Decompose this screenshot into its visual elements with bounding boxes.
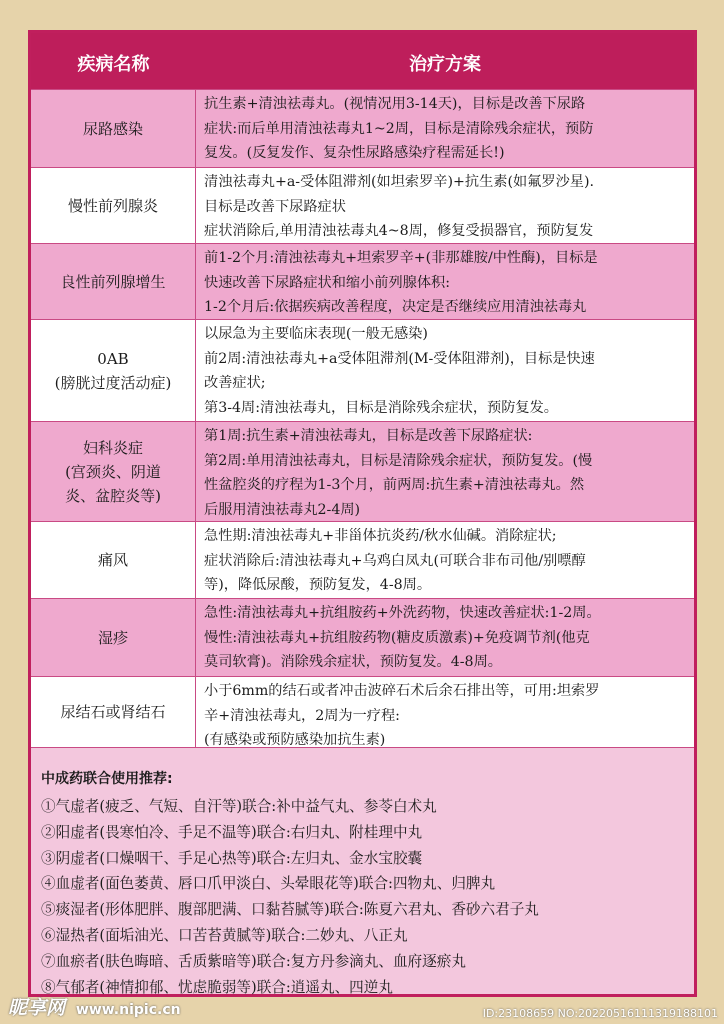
treatment-line: 辛+清浊祛毒丸，2周为一疗程: <box>204 707 400 724</box>
treatment-line: 性盆腔炎的疗程为1-3个月，前两周:抗生素+清浊祛毒丸。然 <box>204 477 585 493</box>
treatment-line: (有感染或预防感染加抗生素) <box>204 732 386 748</box>
list-item: ①气虚者(疲乏、气短、自汗等)联合:补中益气丸、参苓白术丸 <box>41 798 437 815</box>
treatment-line: 以尿急为主要临床表现(一般无感染) <box>204 326 428 342</box>
treatment-line: 清浊祛毒丸+a-受体阻滞剂(如坦索罗辛)+抗生素(如氟罗沙星). <box>204 174 594 190</box>
treatment-line: 莫司软膏)。消除残余症状，预防复发。4-8周。 <box>204 654 502 670</box>
treatment-line: 复发。(反复发作、复杂性尿路感染疗程需延长!) <box>204 145 505 161</box>
treatment-line: 抗生素+清浊祛毒丸。(视情况用3-14天)，目标是改善下尿路 <box>204 96 586 112</box>
treatment-line: 前1-2个月:清浊祛毒丸+坦索罗辛+(非那雄胺/中性酶)，目标是 <box>204 250 598 266</box>
list-item: ④血虚者(面色萎黄、唇口爪甲淡白、头晕眼花等)联合:四物丸、归脾丸 <box>41 875 496 893</box>
treatment-text <box>204 246 686 320</box>
list-item: ⑥湿热者(面垢油光、口苦苔黄腻等)联合:二妙丸、八正丸 <box>41 926 408 944</box>
table-row <box>31 421 694 521</box>
recommendations <box>41 768 684 1000</box>
treatment-text <box>204 92 686 166</box>
treatment-text <box>204 601 686 675</box>
treatment-line: 急性:清浊祛毒丸+抗组胺药+外洗药物，快速改善症状:1-2周。 <box>204 605 601 621</box>
treatment-line: 第1周:抗生素+清浊祛毒丸，目标是改善下尿路症状: <box>204 428 533 444</box>
header-disease-name: 疾病名称 <box>77 54 150 75</box>
list-item: ⑤痰湿者(形体肥胖、腹部肥满、口黏苔腻等)联合:陈夏六君丸、香砂六君子丸 <box>41 901 539 919</box>
table-row <box>31 521 694 598</box>
treatment-line: 症状:而后单用清浊祛毒丸1~2周，目标是清除残余症状，预防 <box>204 120 594 137</box>
treatment-line: 第2周:单用清浊祛毒丸，目标是清除残余症状，预防复发。(慢 <box>204 452 593 469</box>
treatment-line: 后服用清浊祛毒丸2-4周) <box>204 501 361 518</box>
table-header <box>31 33 694 89</box>
treatment-line: 第3-4周:清浊祛毒丸，目标是消除残余症状，预防复发。 <box>204 399 558 416</box>
treatment-line: 小于6mm的结石或者冲击波碎石术后余石排出等，可用:坦索罗 <box>204 683 600 699</box>
image-id: ID:23108659 NO:20220516111319188101 <box>482 1007 718 1020</box>
list-item: ③阴虚者(口燥咽干、手足心热等)联合:左归丸、金水宝胶囊 <box>41 849 423 867</box>
treatment-line: 前2周:清浊祛毒丸+a受体阻滞剂(M-受体阻滞剂)，目标是快速 <box>204 350 595 367</box>
treatment-line: 改善症状; <box>204 375 266 391</box>
disease-name: 尿路感染 <box>31 90 196 167</box>
treatment-text <box>204 322 686 420</box>
treatment-panel <box>28 30 697 997</box>
treatment-line: 症状消除后,单用清浊祛毒丸4~8周，修复受损器官，预防复发 <box>204 223 594 239</box>
treatment-text <box>204 170 686 244</box>
treatment-line: 症状消除后:清浊祛毒丸+乌鸡白凤丸(可联合非布司他/别嘌醇 <box>204 552 586 569</box>
treatment-line: 目标是改善下尿路症状 <box>204 198 346 215</box>
disease-name: 0AB (膀胱过度活动症) <box>31 320 196 421</box>
list-item: ②阳虚者(畏寒怕冷、手足不温等)联合:右归丸、附桂理中丸 <box>41 823 423 841</box>
table-row <box>31 243 694 319</box>
disease-name: 慢性前列腺炎 <box>31 168 196 243</box>
list-item: ⑦血瘀者(肤色晦暗、舌质紫暗等)联合:复方丹参滴丸、血府逐瘀丸 <box>41 952 466 970</box>
treatment-line: 快速改善下尿路症状和缩小前列腺体积: <box>204 274 450 291</box>
disease-name: 尿结石或肾结石 <box>31 677 196 747</box>
watermark-logo: 昵享网 <box>8 997 66 1019</box>
header-treatment-plan: 治疗方案 <box>409 54 481 75</box>
treatment-line: 等)，降低尿酸，预防复发，4-8周。 <box>204 577 432 593</box>
disease-name: 妇科炎症 (宫颈炎、阴道 炎、盆腔炎等) <box>31 422 196 521</box>
disease-name: 痛风 <box>31 522 196 598</box>
treatment-text <box>204 524 686 598</box>
watermark <box>8 993 181 1020</box>
treatment-text <box>204 424 686 522</box>
list-item: ⑧气郁者(神情抑郁、忧虑脆弱等)联合:逍遥丸、四逆丸 <box>41 978 393 996</box>
table-row <box>31 319 694 421</box>
treatment-text <box>204 679 686 753</box>
table-row <box>31 167 694 243</box>
treatment-line: 慢性:清浊祛毒丸+抗组胺药物(糖皮质激素)+免疫调节剂(他克 <box>204 629 590 646</box>
disease-name: 良性前列腺增生 <box>31 244 196 319</box>
table-row <box>31 89 694 167</box>
treatment-line: 1-2个月后:依据疾病改善程度，决定是否继续应用清浊祛毒丸 <box>204 299 587 315</box>
disease-name: 湿疹 <box>31 599 196 676</box>
watermark-url: www.nipic.cn <box>75 1002 181 1018</box>
treatment-line: 急性期:清浊祛毒丸+非甾体抗炎药/秋水仙碱。消除症状; <box>204 528 557 544</box>
table-row <box>31 598 694 676</box>
recommendations-title: 中成药联合使用推荐: <box>41 771 173 787</box>
table-row <box>31 676 694 748</box>
